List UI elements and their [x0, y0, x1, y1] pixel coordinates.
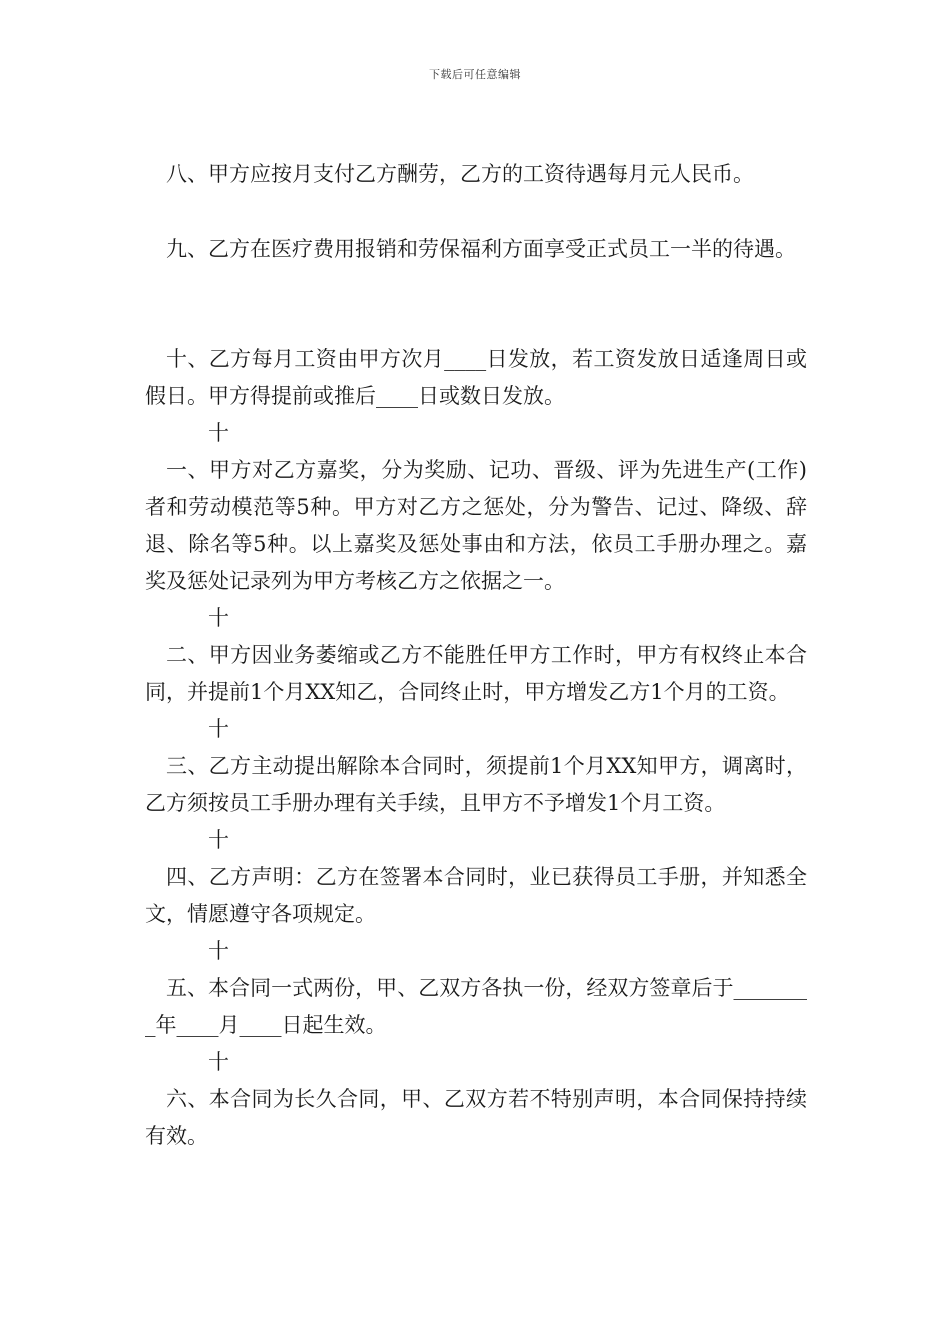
clause-16: 六、本合同为长久合同，甲、乙双方若不特别声明，本合同保持持续有效。 — [145, 1087, 807, 1148]
clause-8: 八、甲方应按月支付乙方酬劳，乙方的工资待遇每月元人民币。 — [166, 162, 754, 186]
contract-body-section-9 — [145, 231, 807, 268]
clause-10: 十、乙方每月工资由甲方次月____日发放，若工资发放日适逢周日或假日。甲方得提前或推后____日或数日发放。 — [145, 347, 807, 408]
clause-ten-marker: 十 — [208, 828, 229, 852]
clause-9: 九、乙方在医疗费用报销和劳保福利方面享受正式员工一半的待遇。 — [166, 237, 796, 261]
clause-11: 一、甲方对乙方嘉奖，分为奖励、记功、晋级、评为先进生产(工作)者和劳动模范等5种。甲方对乙方之惩处，分为警告、记过、降级、辞退、除名等5种。以上嘉奖及惩处事由和方法，依员工手册办理之。嘉奖及惩处记录列为甲方考核乙方之依据之一。 — [145, 458, 807, 593]
contract-body-section-10 — [145, 341, 807, 415]
contract-body-section-8 — [145, 156, 807, 193]
clause-15: 五、本合同一式两份，甲、乙双方各执一份，经双方签章后于________年____月____日起生效。 — [145, 976, 807, 1037]
clause-ten-marker: 十 — [208, 421, 229, 445]
clause-ten-marker: 十 — [208, 939, 229, 963]
clause-13: 三、乙方主动提出解除本合同时，须提前1个月XX知甲方，调离时，乙方须按员工手册办理有关手续，且甲方不予增发1个月工资。 — [145, 754, 807, 815]
contract-body-continued — [145, 415, 807, 1155]
clause-ten-marker: 十 — [208, 717, 229, 741]
clause-ten-marker: 十 — [208, 1050, 229, 1074]
clause-ten-marker: 十 — [208, 606, 229, 630]
page-header: 下载后可任意编辑 — [429, 68, 521, 81]
clause-12: 二、甲方因业务萎缩或乙方不能胜任甲方工作时，甲方有权终止本合同，并提前1个月XX知乙，合同终止时，甲方增发乙方1个月的工资。 — [145, 643, 807, 704]
clause-14: 四、乙方声明：乙方在签署本合同时，业已获得员工手册，并知悉全文，情愿遵守各项规定。 — [145, 865, 807, 926]
